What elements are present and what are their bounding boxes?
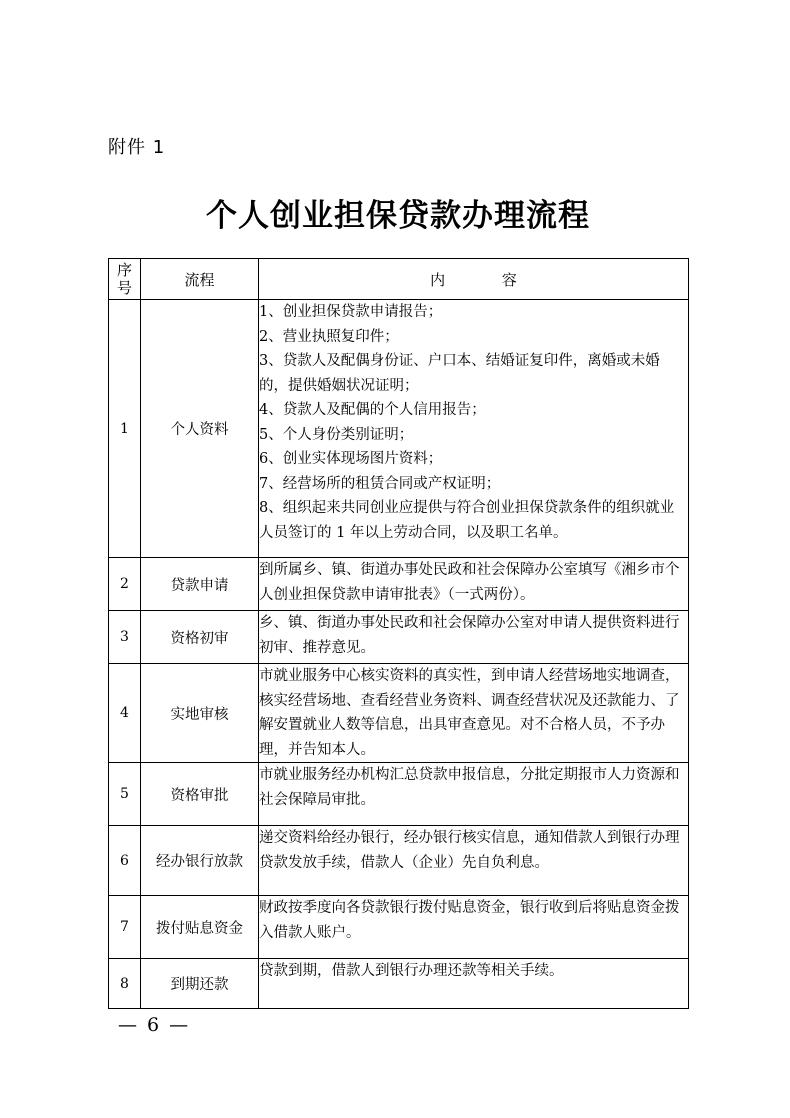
table-row (109, 896, 689, 959)
content-line: 4、贷款人及配偶的个人信用报告； (259, 402, 486, 418)
row-step: 贷款申请 (141, 558, 259, 611)
row-step: 拨付贴息资金 (141, 896, 259, 959)
content-line: 7、经营场所的租赁合同或产权证明； (259, 475, 501, 492)
document-title: 个人创业担保贷款办理流程 (206, 198, 590, 234)
content-line: 市就业服务经办机构汇总贷款申报信息，分批定期报市人力资源和社会保障局审批。 (259, 767, 680, 808)
page-number: — 6 — (118, 1014, 191, 1036)
row-number: 4 (109, 664, 141, 763)
table-row (109, 558, 689, 611)
table-row (109, 959, 689, 1009)
table-row (109, 763, 689, 826)
row-number: 7 (109, 896, 141, 959)
row-number: 3 (109, 611, 141, 664)
table-row (109, 300, 689, 558)
column-header-number-line-1: 序 (116, 261, 132, 279)
row-number: 5 (109, 763, 141, 826)
table-row (109, 826, 689, 896)
row-content (259, 664, 689, 763)
content-line: 3、贷款人及配偶身份证、户口本、结婚证复印件，离婚或未婚的，提供婚姻状况证明； (259, 353, 660, 394)
content-line: 乡、镇、街道办事处民政和社会保障办公室对申请人提供资料进行初审、推荐意见。 (259, 615, 680, 656)
row-step: 个人资料 (141, 300, 259, 558)
row-step: 到期还款 (141, 959, 259, 1009)
content-line: 财政按季度向各贷款银行拨付贴息资金，银行收到后将贴息资金拨入借款人账户。 (259, 900, 680, 941)
row-number: 1 (109, 300, 141, 558)
column-header-number-line-2: 号 (116, 279, 132, 297)
row-content (259, 826, 689, 896)
content-line: 8、组织起来共同创业应提供与符合创业担保贷款条件的组织就业人员签订的 1 年以上劳动合同，以及职工名单。 (259, 500, 675, 541)
content-line: 2、营业执照复印件； (259, 328, 399, 345)
column-header-content: 内 容 (259, 259, 689, 300)
row-step: 资格审批 (141, 763, 259, 826)
content-line: 6、创业实体现场图片资料； (259, 451, 443, 467)
content-line: 5、个人身份类别证明； (259, 426, 414, 443)
row-step: 资格初审 (141, 611, 259, 664)
process-table (108, 258, 689, 1009)
row-content (259, 896, 689, 959)
row-number: 6 (109, 826, 141, 896)
table-header-row (109, 259, 689, 300)
row-content (259, 300, 689, 558)
column-header-step: 流程 (141, 259, 259, 300)
row-step: 经办银行放款 (141, 826, 259, 896)
row-step: 实地审核 (141, 664, 259, 763)
row-content (259, 611, 689, 664)
row-content (259, 763, 689, 826)
content-line: 递交资料给经办银行，经办银行核实信息，通知借款人到银行办理贷款发放手续，借款人（企业）先自负利息。 (259, 830, 680, 871)
table-row (109, 611, 689, 664)
content-line: 1、创业担保贷款申请报告； (259, 304, 443, 320)
attachment-label: 附件 1 (108, 137, 166, 158)
row-content (259, 558, 689, 611)
row-number: 8 (109, 959, 141, 1009)
table-row (109, 664, 689, 763)
content-line: 到所属乡、镇、街道办事处民政和社会保障办公室填写《湘乡市个人创业担保贷款申请审批表》（一式两份）。 (259, 562, 680, 603)
content-line: 市就业服务中心核实资料的真实性，到申请人经营场地实地调查，核实经营场地、查看经营业务资料、调查经营状况及还款能力、了解安置就业人数等信息，出具审查意见。对不合格人员，不予办理，并告知本人。 (259, 668, 680, 758)
row-content (259, 959, 689, 1009)
content-line: 贷款到期，借款人到银行办理还款等相关手续。 (259, 963, 564, 979)
column-header-number (109, 259, 141, 300)
row-number: 2 (109, 558, 141, 611)
